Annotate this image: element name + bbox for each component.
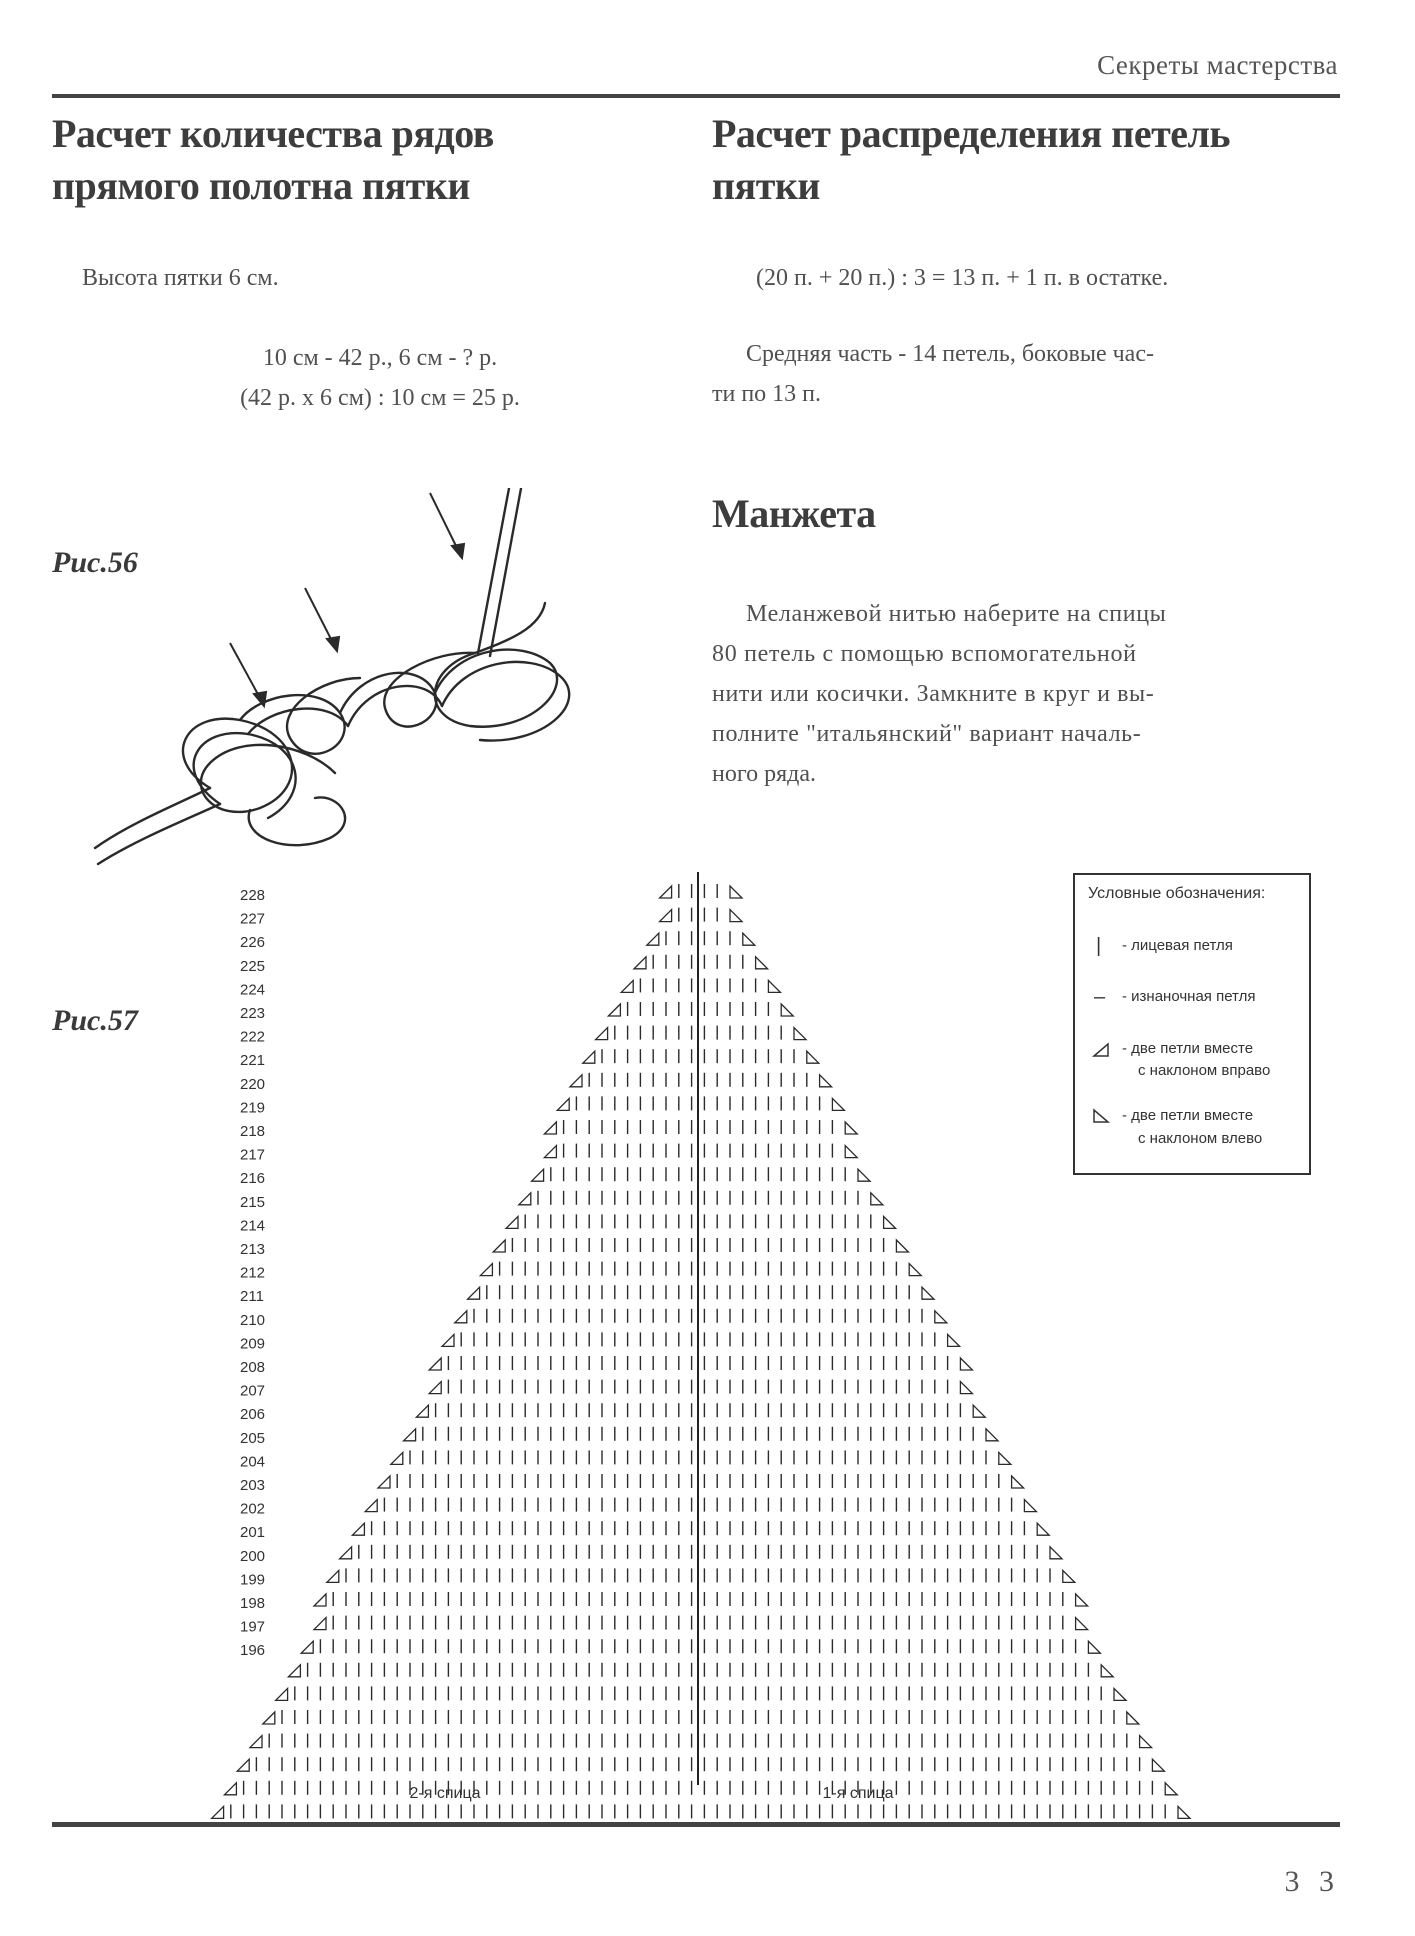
- needle-1-label: 1-я спица: [822, 1785, 894, 1802]
- row-number: 223: [240, 1005, 266, 1022]
- row-number: 214: [240, 1217, 266, 1235]
- k2tog-right-mark: [288, 1665, 300, 1677]
- k2tog-left-mark: [884, 1216, 896, 1228]
- k2tog-left-mark: [1088, 1641, 1100, 1653]
- k2tog-left-mark: [1050, 1547, 1062, 1559]
- row-number: 221: [240, 1052, 266, 1070]
- fig56-chain-illustration: [90, 488, 610, 868]
- k2tog-right-mark: [352, 1523, 364, 1535]
- row-number: 200: [240, 1547, 266, 1565]
- heading-line: пятки: [712, 163, 820, 208]
- k2tog-left-mark: [1178, 1806, 1190, 1818]
- k2tog-right-mark: [314, 1618, 326, 1630]
- k2tog-right-mark: [608, 1004, 620, 1016]
- k2tog-right-mark: [276, 1688, 288, 1700]
- distribution-calc: (20 п. + 20 п.) : 3 = 13 п. + 1 п. в остатке.: [756, 265, 1169, 291]
- k2tog-left-mark: [730, 886, 742, 898]
- k2tog-left-mark: [1140, 1736, 1152, 1748]
- k2tog-left-mark: [1101, 1665, 1113, 1677]
- k2tog-right-mark: [583, 1051, 595, 1063]
- row-number: 220: [240, 1075, 266, 1093]
- k2tog-right-mark: [212, 1806, 224, 1818]
- k2tog-right-mark: [468, 1287, 480, 1299]
- legend-k2tog-right-line1: - две петли вместе: [1122, 1040, 1254, 1057]
- row-number: 217: [240, 1146, 266, 1164]
- row-number: 199: [240, 1571, 266, 1589]
- k2tog-left-mark: [973, 1405, 985, 1417]
- row-number: 203: [240, 1477, 266, 1494]
- k2tog-left-mark: [1012, 1476, 1024, 1488]
- k2tog-left-mark: [935, 1311, 947, 1323]
- row-number: 225: [240, 957, 266, 975]
- k2tog-left-mark: [1076, 1594, 1088, 1606]
- k2tog-left-mark: [922, 1287, 934, 1299]
- k2tog-left-mark: [871, 1193, 883, 1205]
- cuff-line: Меланжевой нитью наберите на спицы: [746, 601, 1167, 627]
- k2tog-right-mark: [570, 1075, 582, 1087]
- heading-cuff: Манжета: [712, 491, 876, 536]
- k2tog-right-mark: [506, 1216, 518, 1228]
- legend-frame: [1074, 874, 1310, 1174]
- k2tog-right-mark: [544, 1146, 556, 1158]
- k2tog-right-mark: [404, 1429, 416, 1441]
- k2tog-left-mark: [743, 933, 755, 945]
- k2tog-left-mark: [1076, 1618, 1088, 1630]
- k2tog-right-mark: [647, 933, 659, 945]
- fig56-label: Рис.56: [52, 546, 138, 579]
- k2tog-right-mark: [327, 1570, 339, 1582]
- k2tog-left-mark: [781, 1004, 793, 1016]
- k2tog-right-mark: [621, 980, 633, 992]
- k2tog-right-mark: [378, 1476, 390, 1488]
- k2tog-left-mark: [986, 1429, 998, 1441]
- calc-line-1: 10 см - 42 р., 6 см - ? р.: [262, 345, 498, 371]
- row-number: 209: [240, 1335, 266, 1353]
- k2tog-right-mark: [429, 1358, 441, 1370]
- k2tog-right-mark: [391, 1452, 403, 1464]
- k2tog-right-mark: [263, 1712, 275, 1724]
- calc-line-2: (42 р. х 6 см) : 10 см = 25 р.: [240, 385, 520, 411]
- k2tog-right-mark: [480, 1264, 492, 1276]
- row-number: 198: [240, 1595, 266, 1612]
- row-number: 216: [240, 1170, 266, 1188]
- k2tog-left-mark: [845, 1146, 857, 1158]
- k2tog-left-mark: [807, 1051, 819, 1063]
- legend-k2tog-right-line2: с наклоном вправо: [1138, 1062, 1271, 1079]
- legend-knit-label: - лицевая петля: [1122, 937, 1233, 954]
- k2tog-right-mark: [519, 1193, 531, 1205]
- fig57-label: Рис.57: [52, 1004, 138, 1037]
- k2tog-right-mark: [237, 1759, 249, 1771]
- row-number: 210: [240, 1311, 266, 1329]
- k2tog-left-mark: [960, 1382, 972, 1394]
- k2tog-right-mark: [301, 1641, 313, 1653]
- k2tog-left-mark: [730, 910, 742, 922]
- k2tog-right-mark: [340, 1547, 352, 1559]
- heading-rows-calc: [52, 108, 612, 212]
- needle-2-label: 2-я спица: [409, 1785, 481, 1802]
- legend-purl-label: - изнаночная петля: [1122, 988, 1256, 1005]
- k2tog-left-mark: [832, 1098, 844, 1110]
- k2tog-left-mark: [1165, 1783, 1177, 1795]
- heading-line: Расчет количества рядов: [52, 111, 494, 156]
- heading-line: прямого полотна пятки: [52, 163, 470, 208]
- page-number: 3 3: [1284, 1865, 1340, 1898]
- k2tog-left-mark: [948, 1334, 960, 1346]
- legend-title: Условные обозначения:: [1088, 885, 1266, 902]
- k2tog-left-mark: [1152, 1759, 1164, 1771]
- k2tog-left-mark: [756, 957, 768, 969]
- k2tog-left-mark: [1127, 1712, 1139, 1724]
- stitch-grid: [212, 884, 1190, 1818]
- k2tog-left-mark: [1037, 1523, 1049, 1535]
- k2tog-left-mark: [768, 980, 780, 992]
- k2tog-right-mark: [532, 1169, 544, 1181]
- k2tog-right-mark: [314, 1594, 326, 1606]
- k2tog-right-mark: [634, 957, 646, 969]
- yarn-tail: [95, 788, 210, 848]
- k2tog-right-mark: [224, 1783, 236, 1795]
- row-number: 202: [240, 1500, 266, 1518]
- k2tog-left-mark: [858, 1169, 870, 1181]
- heading-line: Расчет распределения петель: [712, 111, 1231, 156]
- k2tog-right-mark: [544, 1122, 556, 1134]
- row-number: 226: [240, 934, 266, 952]
- row-number: 213: [240, 1241, 266, 1258]
- k2tog-left-mark: [909, 1264, 921, 1276]
- cuff-line: полните "итальянский" вариант началь-: [712, 721, 1142, 747]
- row-number: 222: [240, 1028, 266, 1046]
- legend-box: [1074, 874, 1310, 1174]
- legend-knit-symbol: |: [1096, 935, 1102, 957]
- k2tog-right-mark: [416, 1405, 428, 1417]
- k2tog-left-mark: [794, 1028, 806, 1040]
- row-number-column: [240, 887, 265, 1659]
- legend-purl-symbol: –: [1094, 986, 1106, 1008]
- distribution-para-line-2: ти по 13 п.: [712, 381, 822, 407]
- row-number: 218: [240, 1123, 266, 1140]
- k2tog-left-mark: [1114, 1688, 1126, 1700]
- row-number: 211: [240, 1288, 264, 1306]
- row-number: 208: [240, 1359, 266, 1376]
- row-number: 212: [240, 1264, 266, 1282]
- row-number: 224: [240, 981, 266, 999]
- fig57-knitting-chart: [0, 860, 1415, 1820]
- row-number: 215: [240, 1193, 266, 1211]
- row-number: 197: [240, 1618, 266, 1636]
- row-number: 227: [240, 910, 266, 928]
- header-rule: [52, 94, 1340, 98]
- k2tog-right-mark: [660, 910, 672, 922]
- row-number: 206: [240, 1406, 266, 1424]
- legend-k2tog-left-line1: - две петли вместе: [1122, 1107, 1254, 1124]
- cuff-line: нити или косички. Замкните в круг и вы-: [712, 681, 1155, 707]
- k2tog-right-mark: [365, 1500, 377, 1512]
- row-number: 204: [240, 1453, 266, 1471]
- row-number: 207: [240, 1382, 266, 1400]
- row-number: 201: [240, 1524, 266, 1542]
- k2tog-left-mark: [960, 1358, 972, 1370]
- legend-k2tog-left-line2: с наклоном влево: [1138, 1130, 1263, 1147]
- k2tog-right-mark: [557, 1098, 569, 1110]
- k2tog-right-mark: [660, 886, 672, 898]
- heel-height-text: Высота пятки 6 см.: [82, 265, 279, 291]
- k2tog-right-mark: [596, 1028, 608, 1040]
- row-number: 228: [240, 887, 266, 904]
- k2tog-left-mark: [1063, 1570, 1075, 1582]
- k2tog-left-mark: [845, 1122, 857, 1134]
- row-number: 219: [240, 1099, 266, 1117]
- heading-stitch-distribution: [712, 108, 1352, 212]
- k2tog-right-mark: [493, 1240, 505, 1252]
- running-head: Секреты мастерства: [1097, 50, 1338, 80]
- cuff-paragraph: [712, 594, 1342, 794]
- cuff-line: ного ряда.: [712, 761, 816, 787]
- cuff-line: 80 петель с помощью вспомогательной: [712, 641, 1137, 667]
- row-number: 205: [240, 1429, 266, 1447]
- footer-rule: [52, 1822, 1340, 1827]
- k2tog-right-mark: [442, 1334, 454, 1346]
- row-number: 196: [240, 1642, 266, 1660]
- k2tog-right-mark: [455, 1311, 467, 1323]
- distribution-para-line-1: Средняя часть - 14 петель, боковые час-: [746, 341, 1154, 367]
- k2tog-right-mark: [250, 1736, 262, 1748]
- k2tog-left-mark: [999, 1452, 1011, 1464]
- k2tog-right-mark: [429, 1382, 441, 1394]
- k2tog-left-mark: [820, 1075, 832, 1087]
- k2tog-left-mark: [1024, 1500, 1036, 1512]
- k2tog-left-mark: [896, 1240, 908, 1252]
